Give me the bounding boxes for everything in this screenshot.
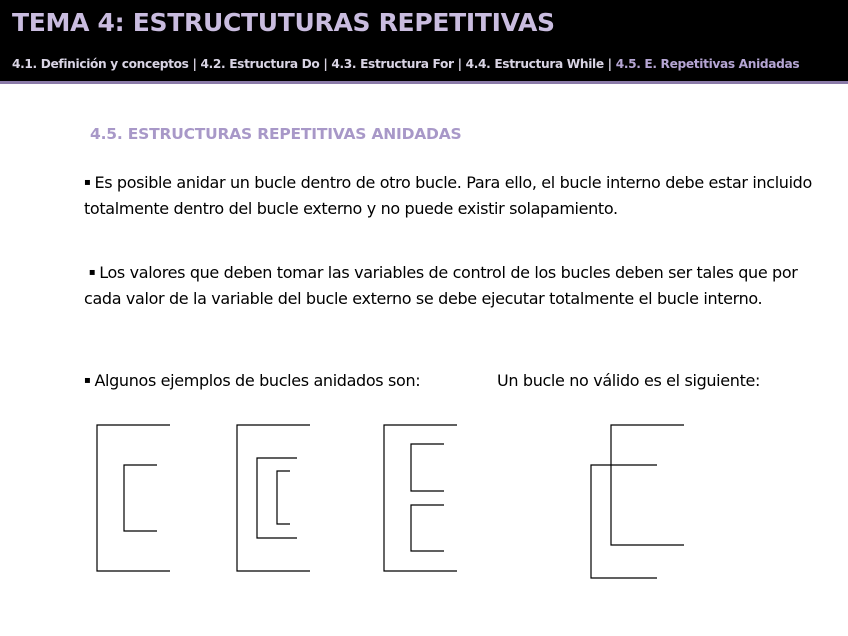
invalid-overlap-example xyxy=(591,425,684,578)
inner-loop-bracket-1 xyxy=(411,444,444,491)
valid-nesting-example-2 xyxy=(237,425,310,571)
paragraph-text: Es posible anidar un bucle dentro de otro bucle. Para ello, el bucle interno debe estar incluido totalmente dentro del bucle externo y no puede existir solapamiento. xyxy=(84,173,812,218)
section-title: 4.5. ESTRUCTURAS REPETITIVAS ANIDADAS xyxy=(90,125,462,143)
bullet-icon: ▪ xyxy=(84,177,91,188)
examples-label: Algunos ejemplos de bucles anidados son: xyxy=(94,371,421,390)
nav-separator: | xyxy=(192,57,197,71)
nav-separator: | xyxy=(607,57,612,71)
nav-item-do[interactable]: 4.2. Estructura Do xyxy=(200,57,320,71)
nav-item-while[interactable]: 4.4. Estructura While xyxy=(465,57,604,71)
nav-separator: | xyxy=(323,57,328,71)
bullet-icon: ▪ xyxy=(88,267,96,278)
outer-loop-bracket xyxy=(384,425,457,571)
second-loop-bracket xyxy=(591,465,657,578)
valid-nesting-example-1 xyxy=(97,425,170,571)
inner-loop-bracket xyxy=(277,471,290,524)
first-loop-bracket xyxy=(611,425,684,545)
nav-item-for[interactable]: 4.3. Estructura For xyxy=(331,57,454,71)
bullet-icon: ▪ xyxy=(84,375,91,386)
slide-title: TEMA 4: ESTRUCTUTURAS REPETITIVAS xyxy=(12,8,555,37)
nav-item-definicion[interactable]: 4.1. Definición y conceptos xyxy=(12,57,189,71)
nav-item-anidadas[interactable]: 4.5. E. Repetitivas Anidadas xyxy=(615,57,800,71)
inner-loop-bracket xyxy=(124,465,157,531)
nav-separator: | xyxy=(457,57,462,71)
invalid-example-label: Un bucle no válido es el siguiente: xyxy=(497,371,761,390)
outer-loop-bracket xyxy=(97,425,170,571)
paragraph-text: Los valores que deben tomar las variables de control de los bucles deben ser tales que por cada valor de la variable del bucle externo se debe ejecutar totalmente el bucle interno. xyxy=(84,263,798,308)
outer-loop-bracket xyxy=(237,425,310,571)
valid-nesting-example-3 xyxy=(384,425,457,571)
inner-loop-bracket-2 xyxy=(411,505,444,551)
